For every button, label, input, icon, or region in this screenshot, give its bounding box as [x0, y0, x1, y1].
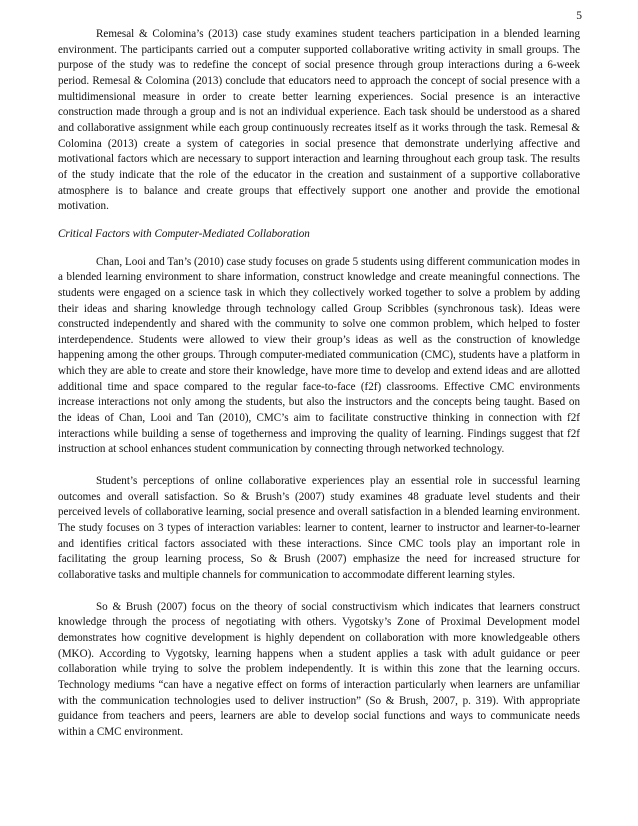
paragraph-so-brush-constructivism: So & Brush (2007) focus on the theory of social constructivism which indicates that learners construct knowledge through the process of negotiating with others. Vygotsky’s Zone of Proximal Development model demonstrates how cognitive development is highly dependent on collaboration with more knowledgeable others (MKO). According to Vygotsky, learning happens when a student applies a task with adult guidance or peer collaboration while trying to solve the problem independently. It is within this zone that the learning occurs. Technology mediums “can have a negative effect on forms of interaction particularly when learners are unfamiliar with the communication technologies used to deliver instruction” (So & Brush, 2007, p. 319). With appropriate guidance from teachers and peers, learners are able to develop social functions and ways to communicate needs within a CMC environment.: [58, 600, 580, 738]
paragraph-so-brush-perceptions: Student’s perceptions of online collaborative experiences play an essential role in successful learning outcomes and overall satisfaction. So & Brush’s (2007) study examines 48 graduate level students and their perceived levels of collaborative learning, social presence and overall satisfaction in a blended learning environment. The study focuses on 3 types of interaction variables: learner to content, learner to instructor and learner-to-learner and identifies critical factors associated with these interactions. Since CMC tools play an important role in facilitating the group learning process, So & Brush (2007) emphasize the need for increased structure for collaborative tasks and multiple channels for communication to accommodate different learning styles.: [58, 475, 580, 581]
paragraph-chan-looi-tan: Chan, Looi and Tan’s (2010) case study focuses on grade 5 students using different communication modes in a blended learning environment to share information, construct knowledge and create meaningful connections. The students were engaged on a science task in which they collectively worked together to solve a problem by adding their ideas and sharing knowledge through technology called Group Scribbles (synchronous task). Ideas were constructed independently and shared with the community to solve one common problem, which helped to foster interdependence. Students were allowed to view their group’s ideas as well as the construction of knowledge happening among the other groups. Through computer-mediated communication (CMC), students have a platform in which they are able to create and store their knowledge, have more time to develop and extend ideas and are allotted additional time and space compared to the regular face-to-face (f2f) classrooms. Effective CMC environments increase interactions not only among the students, but also the instructors and the concepts being taught. Based on the ideas of Chan, Looi and Tan (2010), CMC’s aim to facilitate constructive thinking in connection with f2f interactions while building a sense of togetherness and improving the quality of learning. Findings suggest that f2f instruction at school enhances student communication by connecting through networked technology.: [58, 255, 580, 456]
paragraph-remesal-colomina: Remesal & Colomina’s (2013) case study examines student teachers participation in a blended learning environment. The participants carried out a computer supported collaborative writing activity in small groups. The purpose of the study was to redefine the concept of social presence through group interactions during a 6-week period. Remesal & Colomina (2013) conclude that educators need to approach the concept of social presence with a multidimensional measure in order to create better learning experiences. Social presence is an interactive construction made through a group and is not an individual experience. Each task should be understood as a shared and collaborative assignment while each group continuously recreates itself as it works through the task. Remesal & Colomina (2013) create a system of categories in social presence that demonstrate underlying affective and motivational factors which are necessary to support interaction and learning throughout each group task. The results of the study indicate that the role of the educator in the creation and sustainment of a supportive collaborative atmosphere is to balance and create groups that effectively support one another and provide the emotional motivation.: [58, 28, 580, 213]
page-number: 5: [576, 10, 582, 22]
body-text: [58, 27, 580, 741]
section-heading: Critical Factors with Computer-Mediated Collaboration: [58, 227, 310, 240]
